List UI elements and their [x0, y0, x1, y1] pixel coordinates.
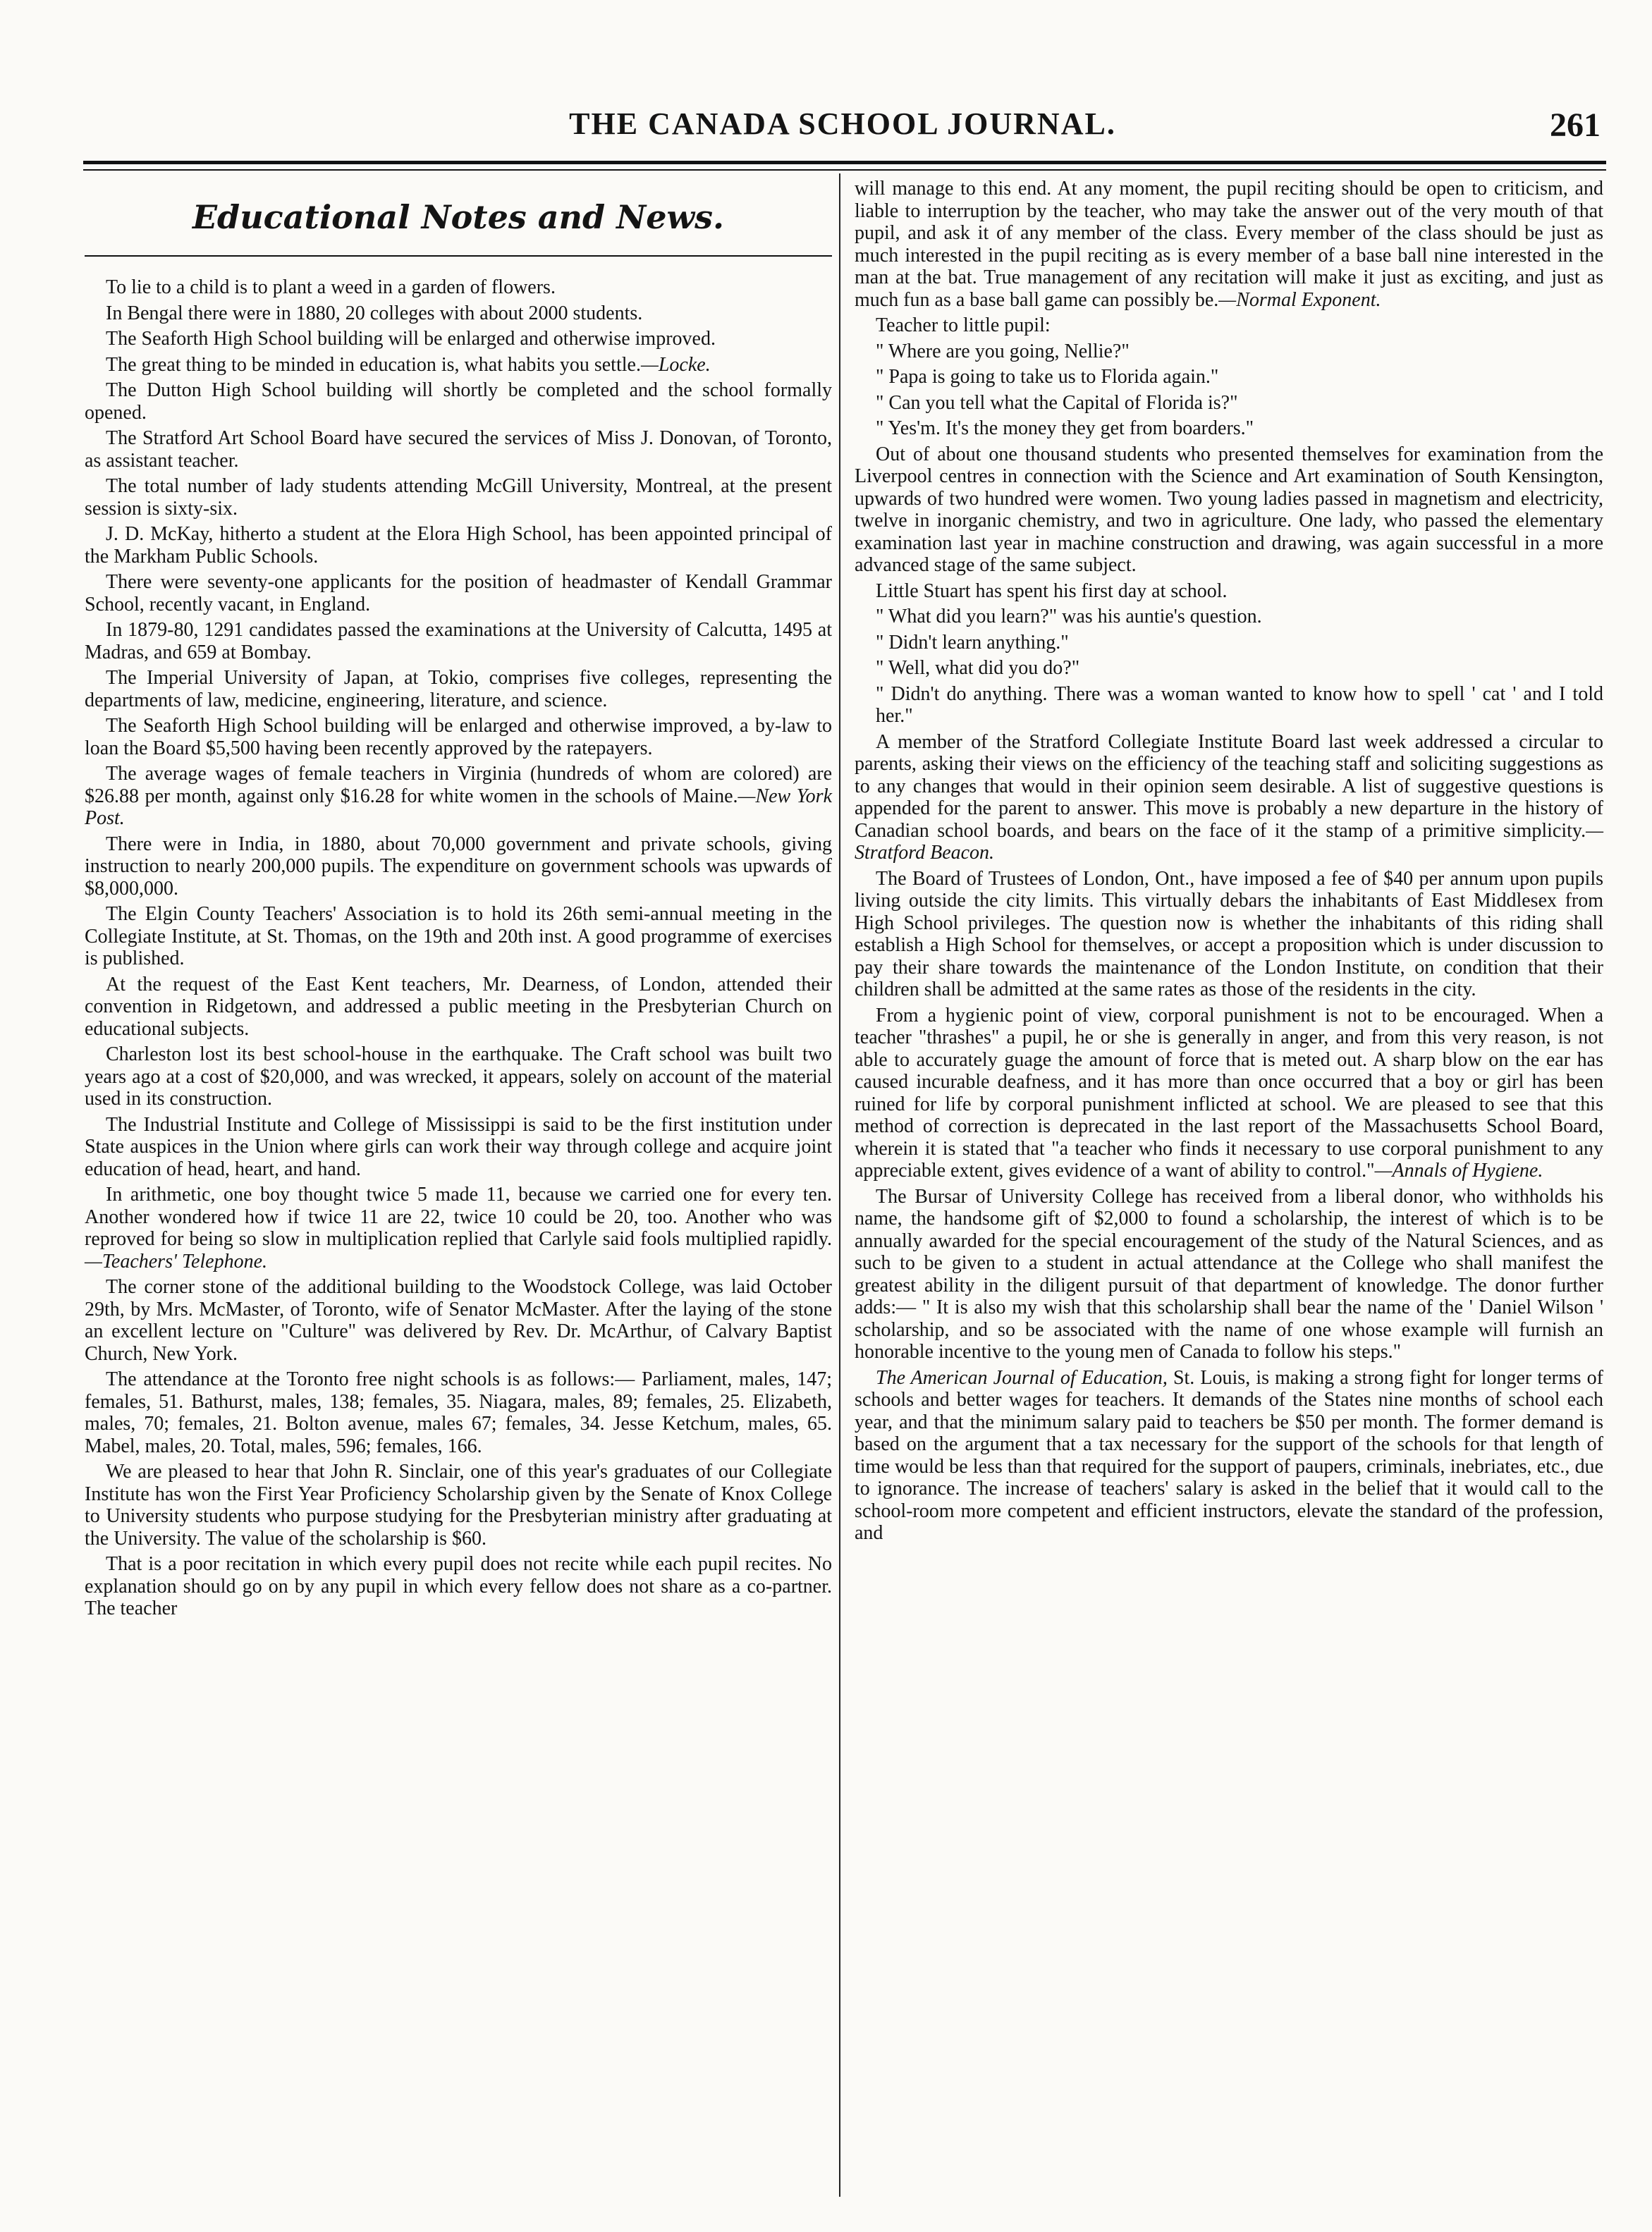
news-paragraph	[855, 178, 1603, 311]
paragraph-text: Teacher to little pupil:	[876, 314, 1051, 336]
paragraph-text: " Papa is going to take us to Florida again."	[876, 366, 1219, 388]
paragraph-text: J. D. McKay, hitherto a student at the Elora High School, has been appointed principal of the Markham Public Schools.	[85, 523, 832, 568]
paragraph-text: " Well, what did you do?"	[876, 657, 1080, 679]
source-attribution: —Normal Exponent.	[1218, 288, 1381, 311]
paragraph-text: To lie to a child is to plant a weed in a garden of flowers.	[106, 276, 556, 298]
news-paragraph	[85, 619, 832, 663]
news-paragraph	[85, 763, 832, 830]
news-paragraph	[855, 580, 1603, 603]
paragraph-text: " Where are you going, Nellie?"	[876, 340, 1130, 362]
paragraph-text: In Bengal there were in 1880, 20 colleges with about 2000 students.	[106, 302, 643, 324]
paragraph-text: That is a poor recitation in which every pupil does not recite while each pupil recites. No explanation should go on by any pupil in which every fellow does not share as a co-partner. The teacher	[85, 1553, 832, 1619]
paragraph-text: The Seaforth High School building will be enlarged and otherwise improved, a by-law to loan the Board $5,500 having been recently approved by the ratepayers.	[85, 715, 832, 759]
paragraph-text: From a hygienic point of view, corporal punishment is not to be encouraged. When a teacher "thrashes" a pupil, he or she is generally in anger, and from this very reason, is not able to accurately guage the amount of force that is meted out. A sharp blow on the ear has caused incurable deafness, and it has more than once occurred that a boy or girl has been ruined for life by corporal punishment inflicted at school. We are pleased to see that this method of correction is deprecated in the last report of the Massachusetts School Board, wherein it is stated that "a teacher who finds it necessary to use corporal punishment to any appreciable extent, gives evidence of a want of ability to control."	[855, 1004, 1603, 1182]
right-column	[855, 178, 1603, 1548]
news-paragraph	[85, 1368, 832, 1457]
news-paragraph	[855, 632, 1603, 654]
news-paragraph	[855, 443, 1603, 577]
paragraph-text: The Dutton High School building will shortly be completed and the school formally opened.	[85, 379, 832, 424]
news-paragraph	[85, 427, 832, 472]
news-paragraph	[85, 475, 832, 520]
paragraph-text: We are pleased to hear that John R. Sinclair, one of this year's graduates of our Collegiate Institute has won the First Year Proficiency Scholarship given by the Senate of Knox College to University students who purpose studying for the Presbyterian ministry after graduating at the University. The value of the scholarship is $60.	[85, 1461, 832, 1550]
news-paragraph	[855, 606, 1603, 628]
news-paragraph	[85, 974, 832, 1041]
source-attribution: —New York Post.	[85, 785, 832, 829]
source-attribution: —Annals of Hygiene.	[1374, 1160, 1543, 1182]
news-paragraph	[85, 523, 832, 568]
news-paragraph	[85, 903, 832, 970]
news-paragraph	[855, 1367, 1603, 1545]
news-paragraph	[855, 1005, 1603, 1182]
paragraph-text: In 1879-80, 1291 candidates passed the examinations at the University of Calcutta, 1495 at Madras, and 659 at Bombay.	[85, 619, 832, 663]
paragraph-text: The attendance at the Toronto free night schools is as follows:— Parliament, males, 147; females, 51. Bathurst, males, 138; females, 35. Niagara, males, 89; females, 25. Elizabeth, males, 70; females, 21. Bolton avenue, males 67; females, 34. Jesse Ketchum, males, 65. Mabel, males, 20. Total, males, 596; females, 166.	[85, 1368, 832, 1457]
news-paragraph	[855, 417, 1603, 440]
paragraph-text: will manage to this end. At any moment, the pupil reciting should be open to criticism, and liable to interruption by the teacher, who may take the answer out of the very mouth of that pupil, and ask it of any member of the class. Every member of the class should be just as much interested in the pupil reciting as is every member of a base ball nine interested in the man at the bat. True management of any recitation will make it just as exciting, and just as much fun as a base ball game can possibly be.	[855, 178, 1603, 311]
publication-name: The American Journal of Education,	[876, 1366, 1168, 1389]
paragraph-text: Little Stuart has spent his first day at school.	[876, 580, 1228, 602]
paragraph-text: The total number of lady students attending McGill University, Montreal, at the present session is sixty-six.	[85, 475, 832, 520]
news-paragraph	[855, 657, 1603, 680]
news-paragraph	[85, 328, 832, 350]
section-rule	[85, 255, 832, 257]
news-paragraph	[85, 1276, 832, 1365]
paragraph-text: At the request of the East Kent teachers, Mr. Dearness, of London, attended their convention in Ridgetown, and addressed a public meeting in the Presbyterian Church on educational subjects.	[85, 973, 832, 1040]
news-paragraph	[855, 683, 1603, 728]
paragraph-text: " What did you learn?" was his auntie's question.	[876, 606, 1262, 627]
header-rule	[83, 161, 1606, 164]
news-paragraph	[85, 1461, 832, 1550]
news-paragraph	[855, 1186, 1603, 1363]
left-column	[85, 178, 832, 1624]
paragraph-text: The Stratford Art School Board have secured the services of Miss J. Donovan, of Toronto, as assistant teacher.	[85, 427, 832, 472]
paragraph-text: There were in India, in 1880, about 70,000 government and private schools, giving instruction to nearly 200,000 pupils. The expenditure on government schools was upwards of $8,000,000.	[85, 833, 832, 900]
section-title: Educational Notes and News.	[192, 198, 725, 236]
news-paragraph	[85, 1043, 832, 1110]
paragraph-text: There were seventy-one applicants for the position of headmaster of Kendall Grammar School, recently vacant, in England.	[85, 571, 832, 615]
news-paragraph	[85, 302, 832, 325]
paragraph-text: The average wages of female teachers in Virginia (hundreds of whom are colored) are $26.88 per month, against only $16.28 for white women in the schools of Maine.	[85, 763, 832, 807]
header-rule-thin	[83, 169, 1606, 171]
column-divider	[839, 173, 840, 2197]
news-paragraph	[855, 341, 1603, 363]
paragraph-text: The Board of Trustees of London, Ont., have imposed a fee of $40 per annum upon pupils living outside the city limits. This virtually debars the inhabitants of East Middlesex from High School privileges. The question now is whether the inhabitants of this riding shall establish a High School for themselves, or accept a proposition which is under discussion to pay their share towards the maintenance of the London Institute, on condition that their children shall be admitted at the same rates as those of the residents in the city.	[855, 867, 1603, 1000]
news-paragraph	[855, 868, 1603, 1001]
paragraph-text: St. Louis, is making a strong fight for longer terms of schools and better wages for teachers. It demands of the States nine months of school each year, and that the minimum salary paid to teachers be $50 per month. The former demand is based on the argument that a tax necessary for the support of the schools for that length of time would be less than that required for the support of paupers, criminals, inebriates, etc., due to ignorance. The increase of teachers' salary is asked in the belief that it would call to the school-room more competent and efficient instructors, elevate the standard of the profession, and	[855, 1366, 1603, 1544]
journal-title: THE CANADA SCHOOL JOURNAL.	[569, 106, 1116, 141]
paragraph-text: The Seaforth High School building will be enlarged and otherwise improved.	[106, 328, 716, 350]
paragraph-text: A member of the Stratford Collegiate Institute Board last week addressed a circular to parents, asking their views on the efficiency of the teaching staff and soliciting suggestions as to any changes that would in their opinion seem desirable. A list of suggestive questions is appended for the parent to answer. This move is probably a new departure in the history of Canadian school boards, and bears on the face of it the stamp of a primitive simplicity.	[855, 730, 1603, 842]
paragraph-text: The Imperial University of Japan, at Tokio, comprises five colleges, representing the departments of law, medicine, engineering, literature, and science.	[85, 667, 832, 711]
paragraph-text: The Elgin County Teachers' Association is to hold its 26th semi-annual meeting in the Collegiate Institute, at St. Thomas, on the 19th and 20th inst. A good programme of exercises is published.	[85, 903, 832, 969]
news-paragraph	[85, 667, 832, 711]
paragraph-text: In arithmetic, one boy thought twice 5 made 11, because we carried one for every ten. Another wondered how if twice 11 are 22, twice 10 could be 20, too. Another who was reproved for being so slow in multiplication replied that Carlyle said fools multiplied rapidly.	[85, 1184, 832, 1250]
news-paragraph	[855, 731, 1603, 864]
page-number: 261	[1550, 106, 1601, 144]
news-paragraph	[85, 1184, 832, 1273]
paragraph-text: The great thing to be minded in education is, what habits you settle.	[106, 353, 641, 376]
news-paragraph	[855, 392, 1603, 415]
paragraph-text: Out of about one thousand students who presented themselves for examination from the Liverpool centres in connection with the Science and Art examination of South Kensington, upwards of two hundred were women. Two young ladies passed in magnetism and electricity, twelve in inorganic chemistry, and two in agriculture. One lady, who passed the elementary examination last year in machine construction and drawing, was again successful in a more advanced stage of the same subject.	[855, 443, 1603, 576]
news-paragraph	[85, 833, 832, 900]
news-paragraph	[85, 715, 832, 759]
news-paragraph	[85, 379, 832, 424]
paragraph-text: The Bursar of University College has received from a liberal donor, who withholds his name, the handsome gift of $2,000 to found a scholarship, the interest of which is to be annually awarded for the special encouragement of the study of the Natural Sciences, and as such to be given to a student in actual attendance at the College who shall manifest the greatest ability in the diligent pursuit of that department of knowledge. The donor further adds:— " It is also my wish that this scholarship shall bear the name of the ' Daniel Wilson ' scholarship, and so be associated with the name of one whose example will furnish an honorable incentive to the young men of Canada to follow his steps."	[855, 1185, 1603, 1363]
news-paragraph	[85, 354, 832, 376]
paragraph-text: The Industrial Institute and College of Mississippi is said to be the first institution under State auspices in the Union where girls can work their way through college and acquire joint education of head, heart, and hand.	[85, 1113, 832, 1180]
paragraph-text: Charleston lost its best school-house in the earthquake. The Craft school was built two years ago at a cost of $20,000, and was wrecked, it appears, solely on account of the material used in its construction.	[85, 1043, 832, 1110]
running-header	[85, 106, 1601, 155]
news-paragraph	[85, 1553, 832, 1620]
paragraph-text: " Didn't do anything. There was a woman wanted to know how to spell ' cat ' and I told her."	[876, 682, 1603, 727]
news-paragraph	[855, 366, 1603, 388]
news-paragraph	[855, 314, 1603, 337]
news-paragraph	[85, 1114, 832, 1181]
paragraph-text: " Didn't learn anything."	[876, 631, 1069, 654]
news-paragraph	[85, 571, 832, 615]
paragraph-text: The corner stone of the additional building to the Woodstock College, was laid October 29th, by Mrs. McMaster, of Toronto, wife of Senator McMaster. After the laying of the stone an excellent lecture on "Culture" was delivered by Rev. Dr. McArthur, of Calvary Baptist Church, New York.	[85, 1276, 832, 1365]
source-attribution: —Locke.	[640, 353, 711, 376]
source-attribution: —Teachers' Telephone.	[85, 1250, 268, 1273]
paragraph-text: " Yes'm. It's the money they get from boarders."	[876, 417, 1254, 439]
source-attribution: —Stratford Beacon.	[855, 819, 1603, 864]
news-paragraph	[85, 276, 832, 299]
paragraph-text: " Can you tell what the Capital of Florida is?"	[876, 391, 1238, 414]
